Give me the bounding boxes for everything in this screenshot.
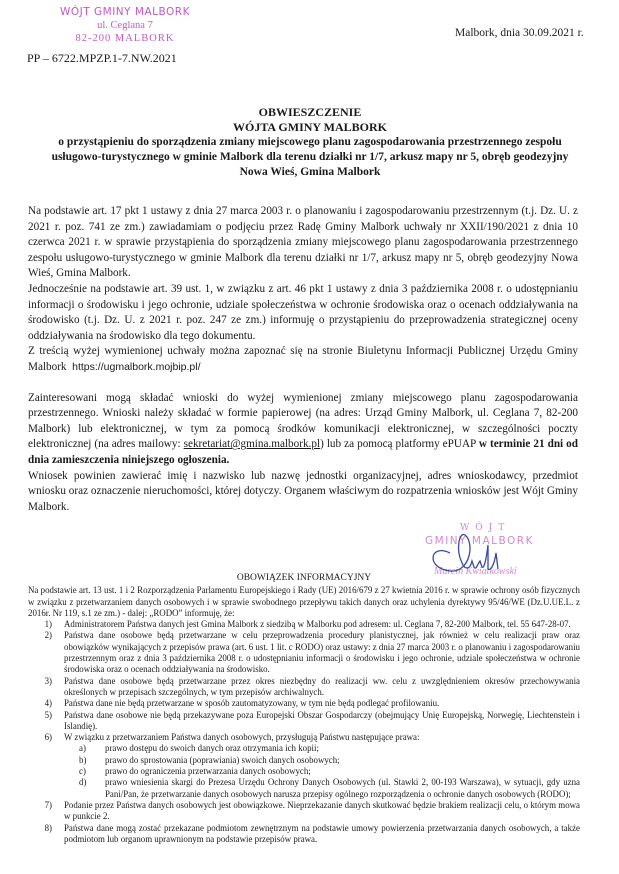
reference-number: PP – 6722.MPZP.1-7.NW.2021 — [27, 51, 177, 65]
applications-text-2: ) lub za pomocą platformy ePUAP — [320, 438, 479, 451]
item-text: Administratorem Państwa danych jest Gmina Malbork z siedzibą w Malborku pod adresem: ul. Ceglana 7, 82-200 Malbork, tel. 55 647-28-07. — [64, 619, 571, 630]
paragraph-bip — [28, 344, 578, 375]
item-text: Państwa dane osobowe będą przetwarzane w celu przeprowadzenia procedury planistycznej, jak również w celu realizacji praw oraz obowiązków wynikających z przepisów prawa (art. 6 ust. 1 lit. c RODO) oraz ustawy: z dnia 27 marca 2003 r. o planowaniu i zagospodarowaniu przestrzennym oraz z dnia 3 października 2008 r. o udostępnianiu informacji o środowisku i jego ochronie, udziale społeczeństwa w ochronie środowiska oraz o ocenach oddziaływania na środowisko. — [64, 630, 580, 675]
signature-stamp-line-2: GMINY MALBORK — [425, 535, 534, 547]
list-item — [28, 823, 580, 846]
list-item — [28, 619, 580, 630]
item-text: Państwa dane osobowe nie będą przekazywane poza Europejski Obszar Gospodarczy (obejmujący Unię Europejską, Norwegię, Liechtenstein i Islandię). — [64, 709, 580, 731]
sub-item-text: prawo wniesienia skargi do Prezesa Urzędu Ochrony Danych Osobowych (ul. Stawki 2, 00-193 Warszawa), w sytuacji, gdy uzna Pani/Pan, że przetwarzanie danych osobowych narusza przepisy ogólnego rozporządzenia o ochronie danych osobowych (RODO); — [105, 777, 580, 799]
sub-item-letter: b) — [79, 754, 87, 765]
list-item — [28, 800, 580, 823]
item-number: 3) — [44, 675, 52, 686]
paragraph-environmental: Jednocześnie na podstawie art. 39 ust. 1, w związku z art. 46 pkt 1 ustawy z dnia 3 października 2008 r. o udostępnianiu informacji o środowisku i jego ochronie, udziale społeczeństwa w ochronie środowiska oraz o ocenach oddziaływania na środowisko (t.j. Dz. U. z 2021 r. poz. 247 ze zm.) informuję o przystąpieniu do przeprowadzenia strategicznej oceny oddziaływania na środowisko dla tego dokumentu. — [28, 282, 578, 342]
sub-item-letter: c) — [79, 766, 86, 777]
sub-item-letter: a) — [79, 743, 86, 754]
item-number: 6) — [44, 732, 52, 743]
list-item — [28, 630, 580, 675]
item-text: Państwa dane osobowe będą przetwarzane przez okres niezbędny do realizacji ww. celu z uwzględnieniem okresów przechowywania określonych w przepisach szczególnych, w tym przepisów archiwalnych. — [64, 675, 580, 697]
stamp-line-1: WÓJT GMINY MALBORK — [60, 6, 190, 18]
item-text: Podanie przez Państwa danych osobowych jest obowiązkowe. Nieprzekazanie danych skutkować będzie brakiem realizacji celu, o którym mowa w punkcie 2. — [64, 799, 580, 822]
signatory-name: Marcin Kwiatkowski — [434, 566, 517, 577]
sub-list-item — [28, 755, 580, 766]
signature-stamp-line-1: WÓJT — [460, 523, 511, 533]
handwritten-signature-icon — [420, 523, 570, 579]
stamp-line-2: ul. Ceglana 7 — [97, 20, 153, 31]
stamp-line-3: 82-200 MALBORK — [75, 33, 175, 44]
item-number: 4) — [44, 698, 52, 709]
item-number: 7) — [44, 799, 52, 810]
item-text: Państwa dane nie będą przetwarzane w sposób zautomatyzowany, w tym nie będą podlegać profilowaniu. — [64, 698, 440, 709]
title-subtitle: o przystąpieniu do sporządzenia zmiany miejscowego planu zagospodarowania przestrzennego zespołu usługowo-turystycznego w gminie Malbork dla terenu działki nr 1/7, arkusz mapy nr 5, obręb geodezyjny Nowa Wieś, Gmina Malbork — [51, 136, 569, 178]
paragraph-applications — [28, 391, 578, 469]
item-number: 1) — [44, 619, 52, 630]
title-line-1: OBWIESZCZENIE — [258, 105, 362, 119]
list-item — [28, 676, 580, 699]
sub-list-item — [28, 743, 580, 754]
document-title — [40, 105, 580, 180]
item-number: 8) — [44, 822, 52, 833]
paragraph-requirements: Wniosek powinien zawierać imię i nazwisko lub nazwę jednostki organizacyjnej, adres wnioskodawcy, przedmiot wniosku oraz oznaczenie nieruchomości, której dotyczy. Organem właściwym do rozpatrzenia wniosków jest Wójt Gminy Malbork. — [28, 469, 578, 513]
sub-item-text: prawo do ograniczenia przetwarzania danych osobowych; — [105, 766, 311, 777]
bip-link[interactable]: https://ugmalbork.mojbip.pl/ — [72, 360, 201, 373]
signature-block — [420, 523, 570, 579]
sub-list-item — [28, 766, 580, 777]
item-number: 5) — [44, 709, 52, 720]
list-item — [28, 698, 580, 709]
list-item — [28, 732, 580, 743]
email-link[interactable]: sekretariat@gmina.malbork.pl — [183, 438, 321, 451]
item-text: W związku z przetwarzaniem Państwa danych osobowych, przysługują Państwu następujące prawa: — [64, 732, 420, 743]
sub-item-text: prawo dostępu do swoich danych oraz otrzymania ich kopii; — [105, 743, 319, 754]
office-stamp — [60, 6, 190, 45]
item-number: 2) — [44, 630, 52, 641]
paragraph-legal-basis: Na podstawie art. 17 pkt 1 ustawy z dnia 27 marca 2003 r. o planowaniu i zagospodarowaniu przestrzennym (t.j. Dz. U. z 2021 r. poz. 741 ze zm.) zawiadamiam o podjęciu przez Radę Gminy Malbork uchwały nr XXII/190/2021 z dnia 10 czerwca 2021 r. w sprawie przystąpienia do sporządzenia zmiany miejscowego planu zagospodarowania przestrzennego zespołu usługowo-turystycznego w gminie Malbork dla terenu działki nr 1/7, arkusz mapy nr 5, obręb geodezyjny Nowa Wieś, Gmina Malbork. — [28, 205, 578, 280]
list-item — [28, 710, 580, 733]
document-date: Malbork, dnia 30.09.2021 r. — [455, 27, 584, 39]
info-intro: Na podstawie art. 13 ust. 1 i 2 Rozporządzenia Parlamentu Europejskiego i Rady (UE) 2016/679 z 27 kwietnia 2016 r. w sprawie ochrony osób fizycznych w związku z przetwarzaniem danych osobowych i w sprawie swobodnego przepływu takich danych oraz uchylenia dyrektywy 95/46/WE (Dz.U.UE.L. z 2016r. Nr 119, s.1 ze zm.) - dalej: „RODO” informuję, że: — [28, 585, 580, 618]
announcement-body — [28, 204, 578, 515]
title-line-2: WÓJTA GMINY MALBORK — [232, 120, 387, 134]
item-text: Państwa dane mogą zostać przekazane podmiotom zewnętrznym na podstawie umowy powierzenia przetwarzania danych osobowych, a także podmiotom lub organom uprawnionym na podstawie przepisów prawa. — [64, 822, 580, 844]
sub-list-item — [28, 777, 580, 800]
information-clause — [28, 573, 580, 845]
deadline-text: w terminie 21 dni od dnia zamieszczenia niniejszego ogłoszenia. — [28, 438, 579, 466]
sub-item-letter: d) — [79, 777, 87, 788]
info-heading: OBOWIĄZEK INFORMACYJNY — [236, 573, 372, 583]
applications-text: Zainteresowani mogą składać wnioski do wyżej wymienionej zmiany miejscowego planu zagospodarowania przestrzennego. Wnioski należy składać w formie papierowej (na adres: Urząd Gminy Malbork, ul. Ceglana 7, 82-200 Malbork) lub elektronicznej, w tym za pomocą środków komunikacji elektronicznej, w szczególności poczty elektronicznej (na adres mailowy: — [28, 391, 578, 451]
bip-text: Z treścią wyżej wymienionej uchwały można zapoznać się na stronie Biuletynu Informacji Publicznej Urzędu Gminy Malbork — [28, 345, 578, 373]
sub-item-text: prawo do sprostowania (poprawiania) swoich danych osobowych; — [105, 754, 340, 765]
